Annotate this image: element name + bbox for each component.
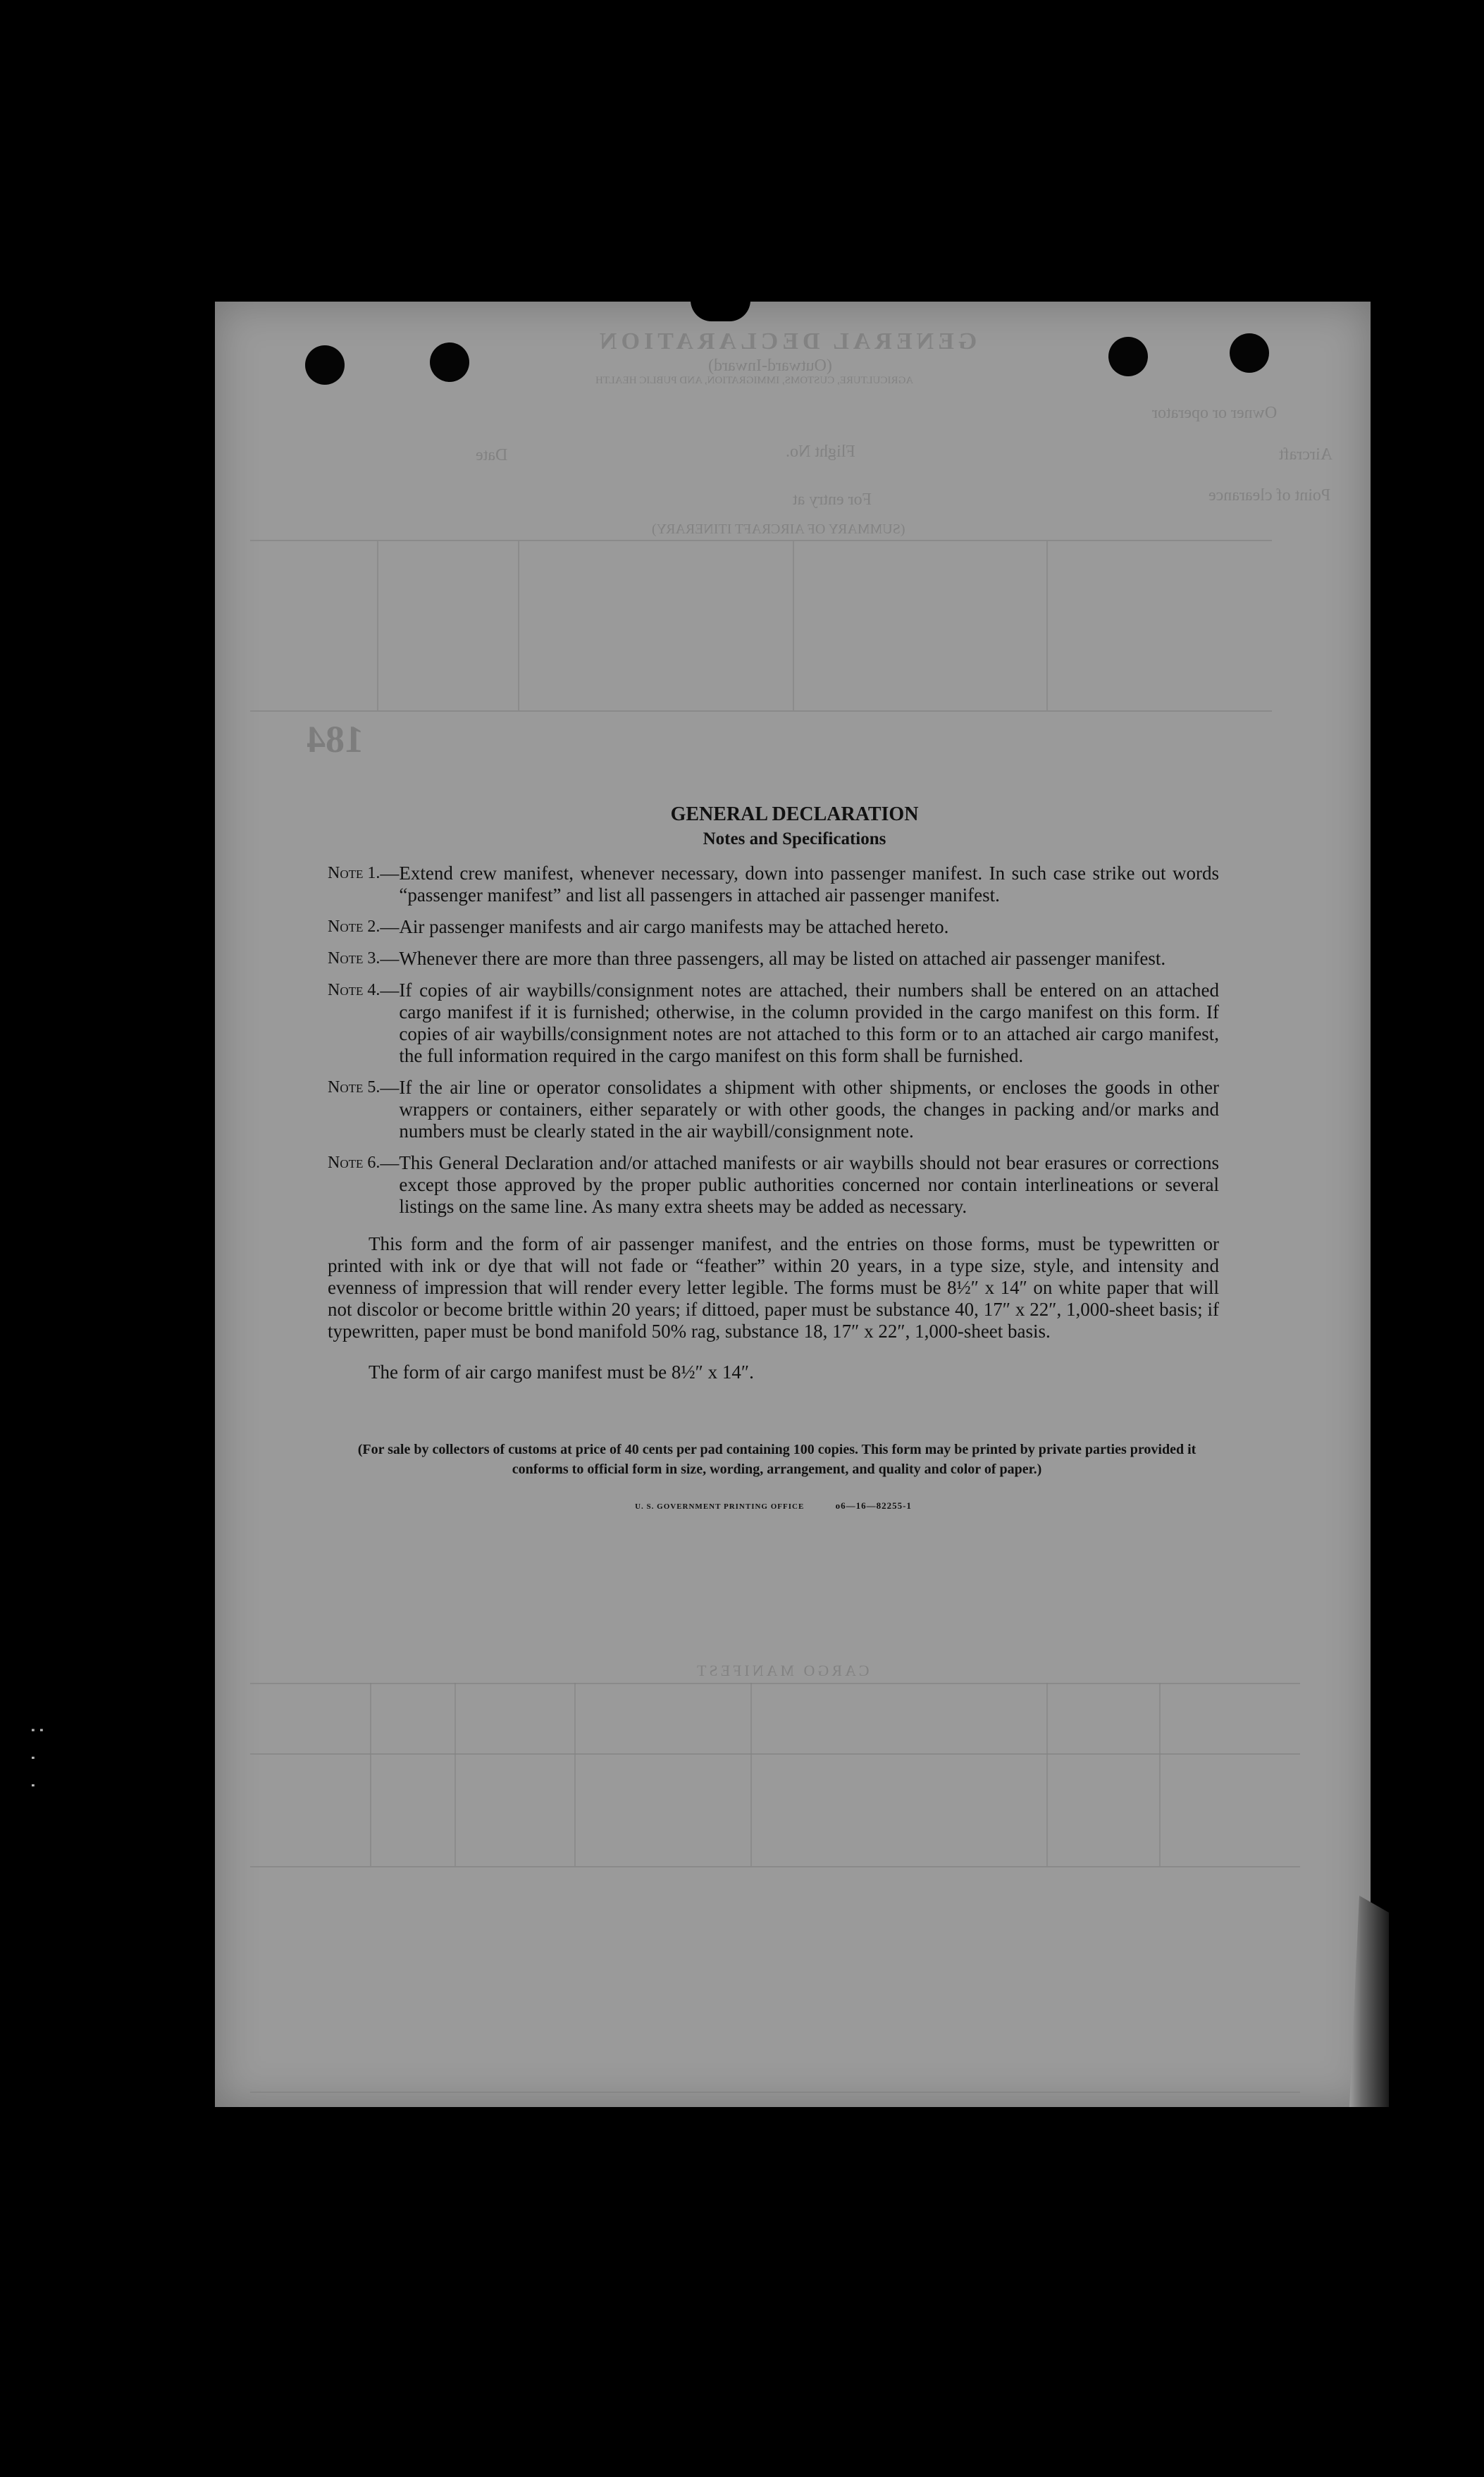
document-subtitle: Notes and Specifications xyxy=(703,829,886,848)
note-3: Note 3. — Whenever there are more than three passengers, all may be listed on attached air passenger manifest. xyxy=(328,948,1219,970)
note-text: Air passenger manifests and air cargo manifests may be attached hereto. xyxy=(399,916,949,937)
form-specification-paragraph: This form and the form of air passenger manifest, and the entries on those forms, must be typewritten or printed with ink or dye that will not fade or “feather” within 20 years, in a type size, style, and intensity and evenness of impression that will render every letter legible. The forms must be 8½″ x 14″ on white paper that will not discolor or become brittle within 20 years; if dittoed, paper must be substance 40, 17″ x 22″, 1,000-sheet basis; if typewritten, paper must be bond manifold 50% rag, substance 18, 17″ x 22″, 1,000-sheet basis. xyxy=(328,1233,1219,1342)
gpo-name: U. S. GOVERNMENT PRINTING OFFICE xyxy=(635,1502,805,1511)
show-through-date: Date xyxy=(476,446,508,464)
sale-note: (For sale by collectors of customs at price of 40 cents per pad containing 100 copies. This form may be printed by private parties provided it conforms to official form in size, wording, arrangement, and quality and color of paper.) xyxy=(357,1442,1197,1477)
cargo-manifest-size-note: The form of air cargo manifest must be 8½″ x 14″. xyxy=(369,1361,754,1383)
punch-hole-center-right xyxy=(1108,337,1148,376)
note-text: Whenever there are more than three passengers, all may be listed on attached air passenger manifest. xyxy=(399,948,1166,969)
show-through-owner: Owner or operator xyxy=(1152,404,1278,422)
note-label: Note 4. xyxy=(328,981,381,999)
note-label: Note 2. xyxy=(328,918,381,936)
note-text: If copies of air waybills/consignment notes are attached, their numbers shall be entered on an attached cargo manifest if it is furnished; otherwise, in the column provided in the cargo manifest on this form. If copies of air waybills/consignment notes are not attached to this form or to an attached air cargo manifest, the full information required in the cargo manifest on this form shall be furnished. xyxy=(399,980,1219,1066)
punch-hole-left xyxy=(305,345,345,385)
note-label: Note 5. xyxy=(328,1078,381,1097)
punch-hole-center-left xyxy=(430,342,469,382)
show-through-cargo-heading: CARGO MANIFEST xyxy=(694,1662,870,1679)
punch-hole-right xyxy=(1230,333,1269,373)
show-through-itinerary: (SUMMARY OF AIRCRAFT ITINERARY) xyxy=(652,521,905,537)
show-through-agencies: AGRICULTURE, CUSTOMS, IMMIGRATION, AND PUBLIC HEALTH xyxy=(595,375,914,386)
note-4: Note 4. — If copies of air waybills/consignment notes are attached, their numbers shall be entered on an attached cargo manifest if it is furnished; otherwise, in the column provided in the cargo manifest on this form. If copies of air waybills/consignment notes are not attached to this form or to an attached air cargo manifest, the full information required in the cargo manifest on this form shall be furnished. xyxy=(328,980,1219,1066)
note-2: Note 2. — Air passenger manifests and air cargo manifests may be attached hereto. xyxy=(328,916,1219,938)
show-through-clearance: Point of clearance xyxy=(1208,486,1331,505)
gpo-code: o6—16—82255-1 xyxy=(835,1500,912,1511)
show-through-flight: Flight No. xyxy=(786,443,855,461)
note-text: Extend crew manifest, whenever necessary, down into passenger manifest. In such case strike out words “passenger manifest” and list all passengers in attached air passenger manifest. xyxy=(399,863,1219,906)
notes-block xyxy=(328,803,1219,1518)
note-label: Note 1. xyxy=(328,864,381,882)
show-through-title: GENERAL DECLARATION xyxy=(595,328,977,354)
note-label: Note 6. xyxy=(328,1154,381,1172)
note-text: If the air line or operator consolidates a shipment with other shipments, or encloses the goods in other wrappers or containers, either separately or with other goods, the changes in packing and/or marks and numbers must be clearly stated in the air waybill/consignment note. xyxy=(399,1077,1219,1142)
document-title: GENERAL DECLARATION xyxy=(670,803,919,825)
show-through-aircraft: Aircraft xyxy=(1279,445,1332,464)
show-through-entry: For entry at xyxy=(793,490,872,509)
show-through-stamp-number: 184 xyxy=(307,718,364,760)
page-curl xyxy=(1340,1896,1389,2107)
scan-edge-marks: : . . xyxy=(26,1727,51,1796)
show-through-subtitle: (Outward-Inward) xyxy=(708,357,832,375)
note-label: Note 3. xyxy=(328,949,381,968)
note-text: This General Declaration and/or attached manifests or air waybills should not bear erasures or corrections except those approved by the proper public authorities concerned nor contain interlineations or several listings on the same line. As many extra sheets may be added as necessary. xyxy=(399,1152,1219,1217)
torn-edge xyxy=(691,293,750,321)
printing-office-imprint xyxy=(328,1495,1219,1518)
note-6: Note 6. — This General Declaration and/or attached manifests or air waybills should not bear erasures or corrections except those approved by the proper public authorities concerned nor contain interlineations or several listings on the same line. As many extra sheets may be added as necessary. xyxy=(328,1152,1219,1217)
note-1: Note 1. — Extend crew manifest, whenever necessary, down into passenger manifest. In such case strike out words “passenger manifest” and list all passengers in attached air passenger manifest. xyxy=(328,863,1219,906)
note-5: Note 5. — If the air line or operator consolidates a shipment with other shipments, or encloses the goods in other wrappers or containers, either separately or with other goods, the changes in packing and/or marks and numbers must be clearly stated in the air waybill/consignment note. xyxy=(328,1077,1219,1142)
